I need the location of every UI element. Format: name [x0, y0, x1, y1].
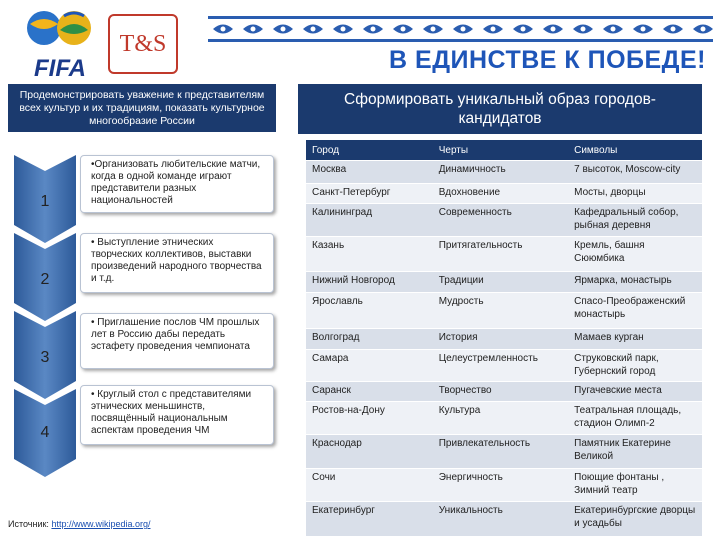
step-text-1: •Организовать любительские матчи, когда в одной команде играют представители разных национальностей	[91, 159, 261, 206]
table-row	[306, 293, 702, 329]
cell-trait: Уникальность	[433, 502, 568, 536]
cell-symbol: Ярмарка, монастырь	[568, 272, 702, 293]
table-row	[306, 435, 702, 469]
col-header-city: Город	[306, 140, 433, 161]
cell-symbol: Мамаев курган	[568, 329, 702, 350]
cell-city: Казань	[306, 237, 433, 272]
col-header-symbols: Символы	[568, 140, 702, 161]
cell-trait: Притягательность	[433, 237, 568, 272]
cell-trait: История	[433, 329, 568, 350]
cell-trait: Целеустремленность	[433, 350, 568, 382]
cell-city: Екатеринбург	[306, 502, 433, 536]
cell-symbol: Спасо-Преображенский монастырь	[568, 293, 702, 329]
cell-trait: Современность	[433, 204, 568, 237]
table-row	[306, 469, 702, 502]
step-number-3: 3	[40, 349, 50, 366]
cell-city: Калининград	[306, 204, 433, 237]
cell-city: Волгоград	[306, 329, 433, 350]
left-goal-header: Продемонстрировать уважение к представителям всех культур и их традициям, показать культурное многообразие России	[8, 84, 276, 132]
cell-symbol: Пугачевские места	[568, 382, 702, 402]
cell-symbol: 7 высоток, Moscow-city	[568, 161, 702, 184]
fifa-logo	[18, 6, 103, 84]
source-label: Источник:	[8, 519, 52, 529]
fifa-logo-text: FIFA	[34, 55, 86, 82]
cell-city: Саранск	[306, 382, 433, 402]
cell-city: Ярославль	[306, 293, 433, 329]
table-row	[306, 382, 702, 402]
step-card-3	[80, 313, 274, 369]
table-row	[306, 272, 702, 293]
ts-logo-text: T&S	[119, 30, 167, 57]
cell-city: Нижний Новгород	[306, 272, 433, 293]
cell-trait: Мудрость	[433, 293, 568, 329]
table-row	[306, 350, 702, 382]
table-row	[306, 204, 702, 237]
cell-trait: Привлекательность	[433, 435, 568, 469]
cell-city: Самара	[306, 350, 433, 382]
cell-trait: Творчество	[433, 382, 568, 402]
ts-logo	[108, 14, 178, 74]
cell-symbol: Струковский парк, Губернский город	[568, 350, 702, 382]
source-note	[8, 519, 150, 529]
step-card-4	[80, 385, 274, 445]
cell-trait: Вдохновение	[433, 184, 568, 204]
table-row	[306, 329, 702, 350]
cell-symbol: Кафедральный собор, рыбная деревня	[568, 204, 702, 237]
step-number-2: 2	[40, 271, 50, 288]
cell-trait: Традиции	[433, 272, 568, 293]
cell-symbol: Поющие фонтаны , Зимний театр	[568, 469, 702, 502]
table-row	[306, 161, 702, 184]
step-card-2	[80, 233, 274, 293]
ornament-border	[208, 14, 713, 44]
col-header-traits: Черты	[433, 140, 568, 161]
cell-trait: Динамичность	[433, 161, 568, 184]
cell-city: Краснодар	[306, 435, 433, 469]
cities-table	[306, 140, 702, 536]
table-header-row	[306, 140, 702, 161]
cell-symbol: Кремль, башня Сююмбика	[568, 237, 702, 272]
step-text-2: • Выступление этнических творческих коллективов, выставки произведений народного творчества и т.д.	[91, 237, 262, 284]
cell-city: Ростов-на-Дону	[306, 402, 433, 435]
cell-city: Москва	[306, 161, 433, 184]
step-text-4: • Круглый стол с представителями этнических меньшинств, посвящённый национальным аспектам проведения ЧМ	[91, 389, 252, 436]
table-row	[306, 502, 702, 536]
cell-symbol: Театральная площадь, стадион Олимп-2	[568, 402, 702, 435]
cell-symbol: Мосты, дворцы	[568, 184, 702, 204]
cell-trait: Культура	[433, 402, 568, 435]
cell-symbol: Памятник Екатерине Великой	[568, 435, 702, 469]
headline: В ЕДИНСТВЕ К ПОБЕДЕ!	[389, 46, 706, 74]
table-row	[306, 237, 702, 272]
source-link[interactable]: http://www.wikipedia.org/	[51, 519, 151, 529]
cell-city: Сочи	[306, 469, 433, 502]
step-number-1: 1	[40, 193, 50, 210]
cell-symbol: Екатеринбургские дворцы и усадьбы	[568, 502, 702, 536]
step-number-4: 4	[40, 424, 50, 441]
right-goal-header: Сформировать уникальный образ городов-кандидатов	[298, 84, 702, 134]
table-row	[306, 184, 702, 204]
table-row	[306, 402, 702, 435]
step-card-1	[80, 155, 274, 213]
cell-trait: Энергичность	[433, 469, 568, 502]
step-text-3: • Приглашение послов ЧМ прошлых лет в Россию дабы передать эстафету проведения чемпионата	[91, 317, 260, 352]
cell-city: Санкт-Петербург	[306, 184, 433, 204]
